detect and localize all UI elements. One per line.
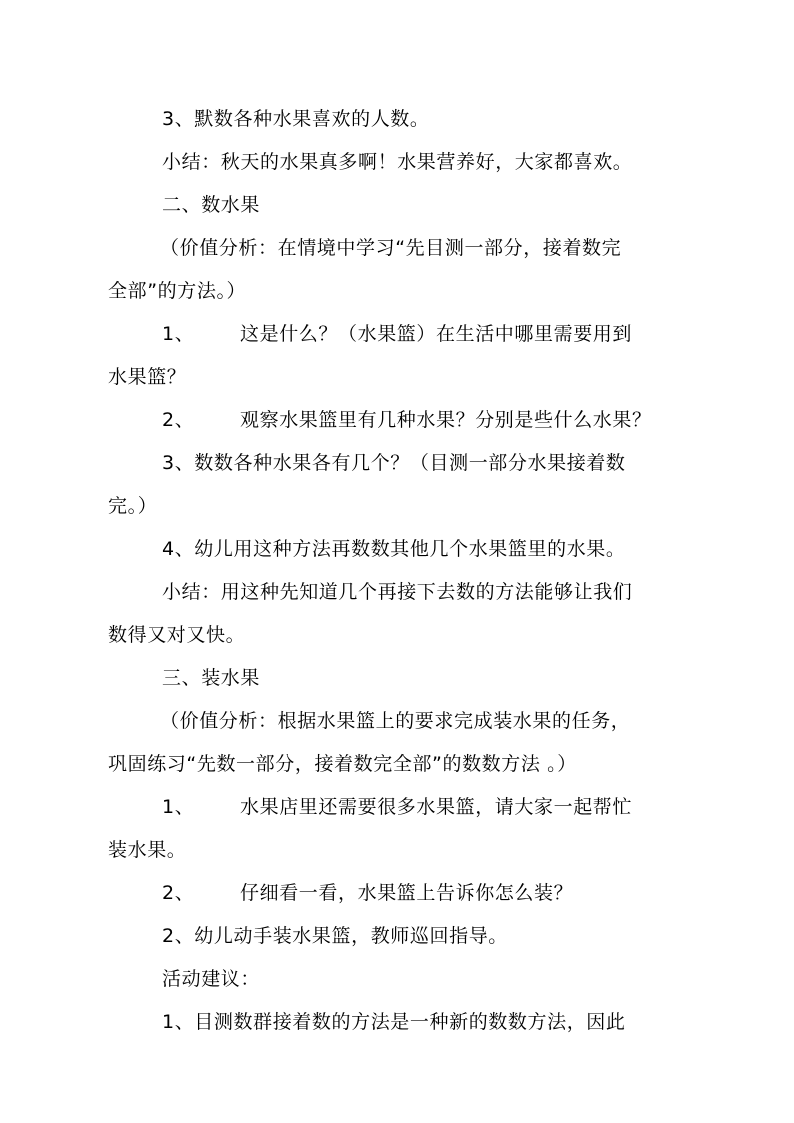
activity-suggestion-1: 1、目测数群接着数的方法是一种新的数数方法，因此 xyxy=(162,1011,626,1033)
section-3-item-1-text: 水果店里还需要很多水果篮，请大家一起帮忙 xyxy=(240,796,633,818)
step-3-count-preferences: 3、默数各种水果喜欢的人数。 xyxy=(162,108,430,130)
section-2-item-2-number: 2、 xyxy=(162,409,195,431)
summary-autumn-fruits: 小结：秋天的水果真多啊！水果营养好，大家都喜欢。 xyxy=(162,151,633,173)
section-2-item-1-text: 这是什么？（水果篮）在生活中哪里需要用到 xyxy=(240,323,633,345)
section-3-item-2-number: 2、 xyxy=(162,882,195,904)
section-2-item-4-text: 4、幼儿用这种方法再数数其他几个水果篮里的水果。 xyxy=(162,538,626,560)
section-2-heading: 二、数水果 xyxy=(162,194,261,216)
section-3-item-2-text: 仔细看一看，水果篮上告诉你怎么装？ xyxy=(240,882,574,904)
section-2-item-1-continuation: 水果篮？ xyxy=(108,366,187,388)
section-3-item-1-continuation: 装水果。 xyxy=(108,839,187,861)
section-3-item-3-text: 2、幼儿动手装水果篮，教师巡回指导。 xyxy=(162,925,508,947)
section-2-value-analysis-line1: （价值分析：在情境中学习“先目测一部分，接着数完 xyxy=(160,237,622,259)
section-2-item-3-text: 3、数数各种水果各有几个？（目测一部分水果接着数 xyxy=(162,452,626,474)
section-2-item-1-number: 1、 xyxy=(162,323,195,345)
activity-suggestions-heading: 活动建议： xyxy=(162,968,261,990)
section-3-value-analysis-line1: （价值分析：根据水果篮上的要求完成装水果的任务， xyxy=(160,710,631,732)
section-2-item-3-continuation: 完。） xyxy=(108,495,158,517)
section-2-item-2-text: 观察水果篮里有几种水果？分别是些什么水果？ xyxy=(240,409,652,431)
section-2-summary-line1: 小结：用这种先知道几个再接下去数的方法能够让我们 xyxy=(162,581,633,603)
section-3-value-analysis-line2: 巩固练习“先数一部分，接着数完全部”的数数方法 。） xyxy=(108,753,577,775)
section-2-summary-line2: 数得又对又快。 xyxy=(108,624,246,646)
section-2-value-analysis-line2: 全部”的方法。） xyxy=(108,280,247,302)
section-3-heading: 三、装水果 xyxy=(162,667,261,689)
section-3-item-1-number: 1、 xyxy=(162,796,195,818)
